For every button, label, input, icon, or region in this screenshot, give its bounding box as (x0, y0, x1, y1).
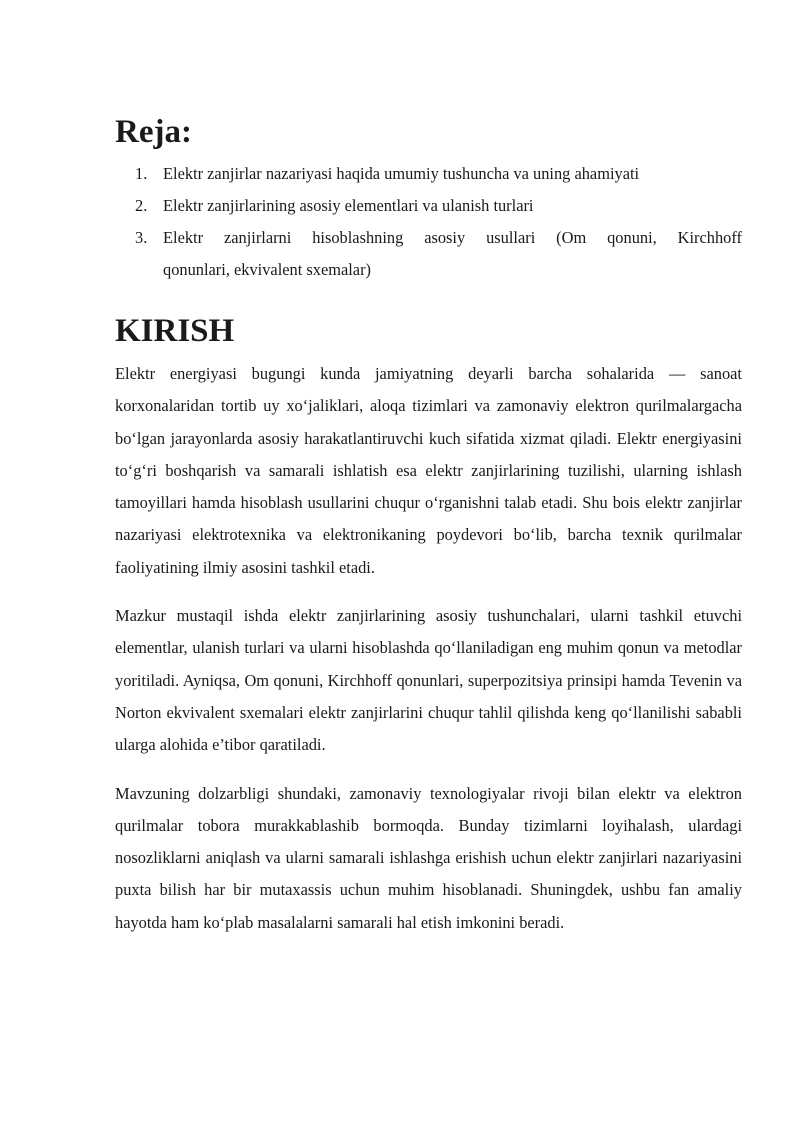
plan-item-number: 1. (135, 164, 148, 183)
plan-item-text-continued: qonunlari, ekvivalent sxemalar) (163, 260, 371, 279)
intro-heading: KIRISH (115, 313, 235, 349)
plan-item (115, 222, 742, 286)
plan-item (115, 158, 742, 190)
intro-paragraph: Elektr energiyasi bugungi kunda jamiyatning deyarli barcha sohalarida — sanoat korxonalaridan tortib uy xo‘jaliklari, aloqa tizimlari va zamonaviy elektron qurilmalargacha bo‘lgan jarayonlarda asosiy harakatlantiruvchi kuch sifatida xizmat qiladi. Elektr energiyasini to‘g‘ri boshqarish va samarali ishlatish esa elektr zanjirlarining tuzilishi, ularning ishlash tamoyillari hamda hisoblash usullarini chuqur o‘rganishni talab etadi. Shu bois elektr zanjirlar nazariyasi elektrotexnika va elektronikaning poydevori bo‘lib, barcha texnik qurilmalar faoliyatining ilmiy asosini tashkil etadi. (115, 364, 742, 577)
plan-item-number: 3. (135, 228, 148, 247)
document-page (115, 112, 742, 939)
plan-item-text: Elektr zanjirlar nazariyasi haqida umumiy tushuncha va uning ahamiyati (163, 164, 640, 183)
plan-heading: Reja: (115, 114, 192, 150)
plan-item-text: Elektr zanjirlarining asosiy elementlari va ulanish turlari (163, 196, 534, 215)
plan-item-number: 2. (135, 196, 148, 215)
plan-item (115, 190, 742, 222)
plan-item-text: Elektr zanjirlarni hisoblashning asosiy usullari (Om qonuni, Kirchhoff (163, 228, 742, 247)
plan-list (115, 158, 742, 286)
intro-paragraph: Mavzuning dolzarbligi shundaki, zamonaviy texnologiyalar rivoji bilan elektr va elektron qurilmalar tobora murakkablashib bormoqda. Bunday tizimlarni loyihalash, ulardagi nosozliklarni aniqlash va ularni samarali ishlashga erishish uchun elektr zanjirlari nazariyasini puxta bilish har bir mutaxassis uchun muhim hisoblanadi. Shuningdek, ushbu fan amaliy hayotda ham ko‘plab masalalarni samarali hal etish imkonini beradi. (115, 783, 742, 932)
intro-paragraph: Mazkur mustaqil ishda elektr zanjirlarining asosiy tushunchalari, ularni tashkil etuvchi elementlar, ulanish turlari va ularni hisoblashda qo‘llaniladigan eng muhim qonun va metodlar yoritiladi. Ayniqsa, Om qonuni, Kirchhoff qonunlari, superpozitsiya prinsipi hamda Tevenin va Norton ekvivalent sxemalari elektr zanjirlarini chuqur tahlil qilishda keng qo‘llanilishi sababli ularga alohida e’tibor qaratiladi. (115, 606, 742, 755)
